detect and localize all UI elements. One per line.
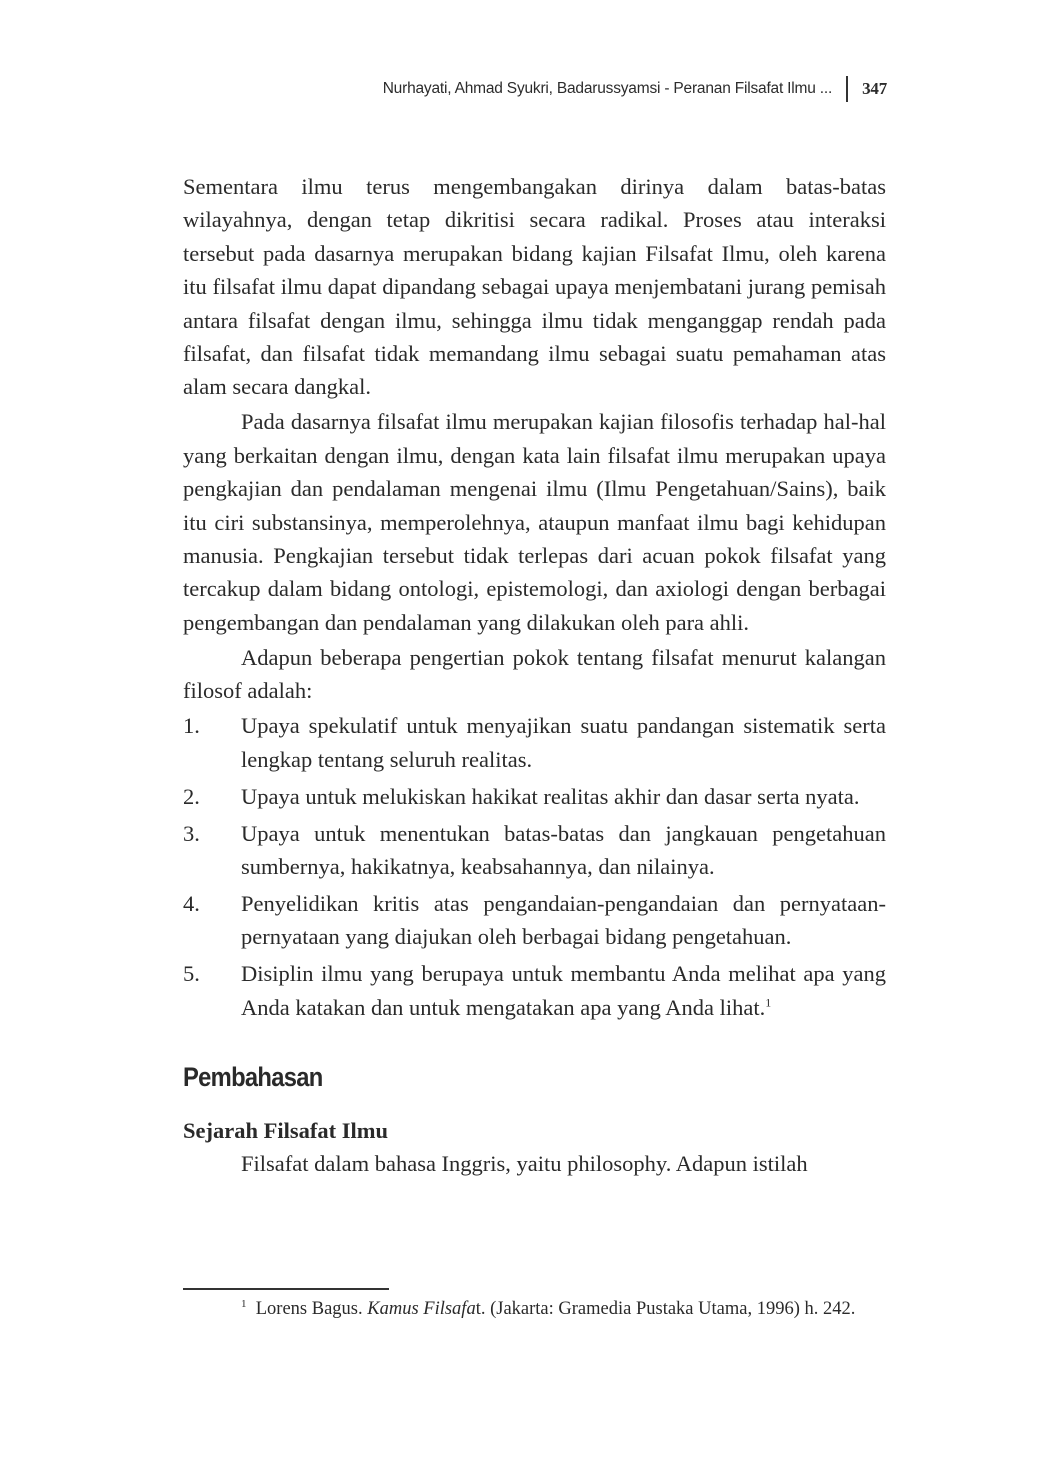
footnote-title-tail: t. [475,1299,486,1319]
footnote-author: Lorens Bagus. [255,1299,363,1319]
list-number: 5. [183,961,200,987]
footnote-mark: 1 [241,1297,247,1310]
list-item [183,709,886,776]
list-text: Upaya untuk melukiskan hakikat realitas akhir dan dasar serta nyata. [241,783,860,809]
list-number: 3. [183,820,200,846]
list-text: Upaya untuk menentukan batas-batas dan jangkauan pengetahuan sumbernya, hakikatnya, keabsahannya, dan nilainya. [241,820,886,879]
footnote [183,1295,886,1324]
footnote-reference[interactable]: 1 [765,995,772,1010]
running-title: Nurhayati, Ahmad Syukri, Badarussyamsi - Peranan Filsafat Ilmu ... [382,80,833,97]
list-number: 2. [183,783,200,809]
list-number: 1. [183,713,200,739]
paragraph-1: Sementara ilmu terus mengembangakan dirinya dalam batas-batas wilayahnya, dengan tetap dikritisi secara radikal. Proses atau interaksi tersebut pada dasarnya merupakan bidang kajian Filsafat Ilmu, oleh karena itu filsafat ilmu dapat dipandang sebagai upaya menjembatani jurang pemisah antara filsafat dengan ilmu, sehingga ilmu tidak menganggap rendah pada filsafat, dan filsafat tidak memandang ilmu sebagai suatu pemahaman atas alam secara dangkal. [183,174,886,400]
paragraph-2: Pada dasarnya filsafat ilmu merupakan kajian filosofis terhadap hal-hal yang berkaitan dengan ilmu, dengan kata lain filsafat ilmu merupakan upaya pengkajian dan pendalaman mengenai ilmu (Ilmu Pengetahuan/Sains), baik itu ciri substansinya, memperolehnya, ataupun manfaat ilmu bagi kehidupan manusia. Pengkajian tersebut tidak terlepas dari acuan pokok filsafat yang tercakup dalam bidang ontologi, epistemologi, dan axiologi dengan berbagai pengembangan dan pendalaman yang dilakukan oleh para ahli. [183,409,886,635]
definition-list [183,709,886,1024]
list-item [183,887,886,954]
list-text: Disiplin ilmu yang berupaya untuk membantu Anda melihat apa yang Anda katakan dan untuk mengatakan apa yang Anda lihat. [241,961,886,1020]
list-item [183,817,886,884]
footnote-title: Kamus Filsafa [367,1299,476,1319]
footnote-citation: (Jakarta: Gramedia Pustaka Utama, 1996) h. 242. [490,1299,856,1319]
subsection-paragraph: Filsafat dalam bahasa Inggris, yaitu philosophy. Adapun istilah [241,1150,808,1176]
header-divider [846,76,848,102]
list-number: 4. [183,890,200,916]
list-text: Penyelidikan kritis atas pengandaian-pengandaian dan pernyataan-pernyataan yang diajukan oleh berbagai bidang pengetahuan. [241,890,886,950]
section-heading: Pembahasan [183,1061,323,1092]
page-number: 347 [862,79,887,98]
list-text: Upaya spekulatif untuk menyajikan suatu pandangan sistematik serta lengkap tentang seluruh realitas. [241,713,886,772]
list-item [183,957,886,1024]
body-text [183,170,886,1182]
paragraph-3: Adapun beberapa pengertian pokok tentang filsafat menurut kalangan filosof adalah: [183,644,886,704]
list-item [183,780,886,813]
running-header [383,76,887,102]
footnote-rule [183,1288,389,1290]
subsection-heading: Sejarah Filsafat Ilmu [183,1117,388,1143]
